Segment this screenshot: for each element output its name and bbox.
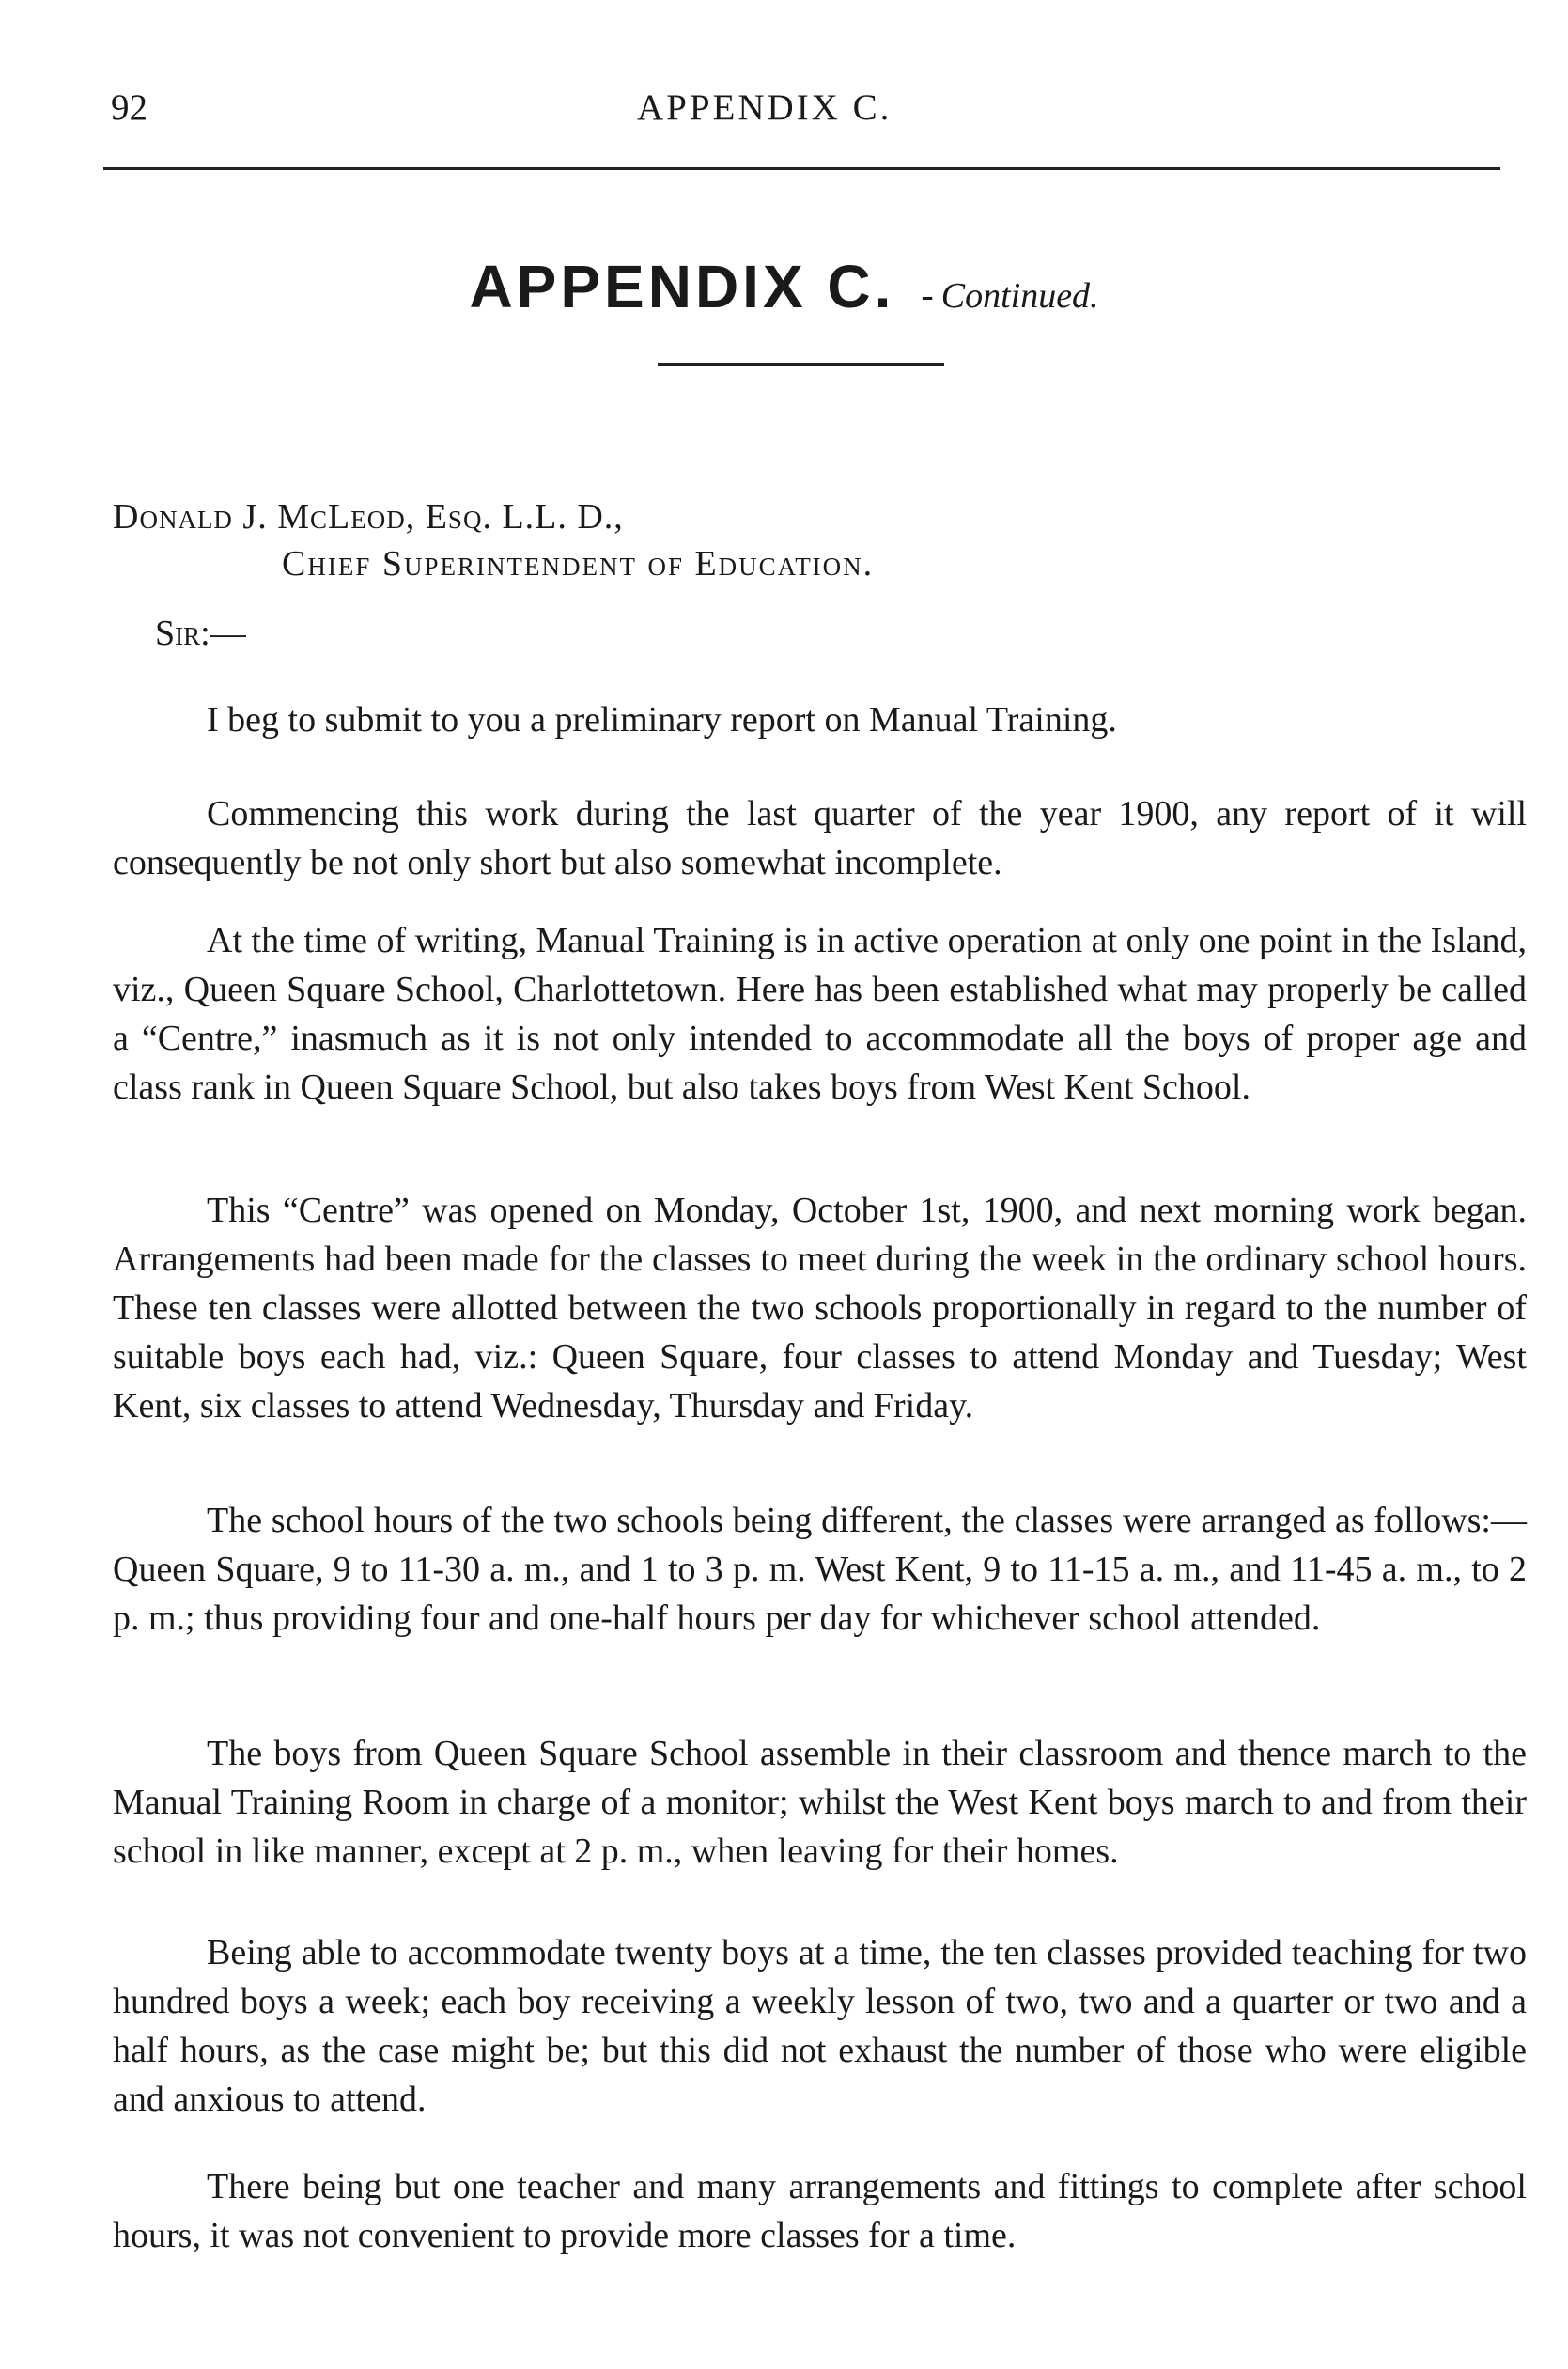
- paragraph: Commencing this work during the last quarter of the year 1900, any report of it will consequently be not only short but also somewhat incomplete.: [113, 794, 1527, 882]
- heading-dash: -: [921, 273, 934, 316]
- heading-title: APPENDIX C.: [469, 253, 895, 320]
- running-head: [111, 86, 1493, 143]
- addressee-title: Chief Superintendent of Education.: [282, 544, 875, 584]
- paragraph: The school hours of the two schools being different, the classes were arranged as follows:—Queen Square, 9 to 11-30 a. m., and 1 to 3 p. m. West Kent, 9 to 11-15 a. m., and 11-45 a. m., to 2 p. m.; thus providing four and one-half hours per day for whichever school attended.: [113, 1501, 1527, 1638]
- addressee-name: Donald J. McLeod, Esq. L.L. D.,: [113, 497, 624, 537]
- header-rule: [103, 167, 1500, 170]
- heading-continued: Continued.: [940, 276, 1099, 316]
- paragraph: The boys from Queen Square School assemble in their classroom and thence march to the Manual Training Room in charge of a monitor; whilst the West Kent boys march to and from their school in like manner, except at 2 p. m., when leaving for their homes.: [113, 1734, 1527, 1871]
- section-heading: [0, 252, 1568, 321]
- paragraph: There being but one teacher and many arrangements and fittings to complete after school hours, it was not convenient to provide more classes for a time.: [113, 2167, 1527, 2255]
- heading-rule: [658, 363, 944, 366]
- paragraph: Being able to accommodate twenty boys at a time, the ten classes provided teaching for two hundred boys a week; each boy receiving a weekly lesson of two, two and a quarter or two and a half hours, as the case might be; but this did not exhaust the number of those who were eligible and anxious to attend.: [113, 1933, 1527, 2119]
- salutation: Sir:—: [155, 614, 246, 653]
- paragraph: At the time of writing, Manual Training is in active operation at only one point in the Island, viz., Queen Square School, Charlottetown. Here has been established what may properly be called a “Centre,” inasmuch as it is not only intended to accommodate all the boys of proper age and class rank in Queen Square School, but also takes boys from West Kent School.: [113, 921, 1527, 1107]
- paragraph: I beg to submit to you a preliminary report on Manual Training.: [207, 700, 1117, 740]
- page-number: 92: [111, 87, 147, 128]
- paragraph: This “Centre” was opened on Monday, October 1st, 1900, and next morning work began. Arrangements had been made for the classes to meet during the week in the ordinary school hours. These ten classes were allotted between the two schools proportionally in regard to the number of suitable boys each had, viz.: Queen Square, four classes to attend Monday and Tuesday; West Kent, six classes to attend Wednesday, Thursday and Friday.: [113, 1191, 1527, 1426]
- running-title: APPENDIX C.: [637, 87, 893, 128]
